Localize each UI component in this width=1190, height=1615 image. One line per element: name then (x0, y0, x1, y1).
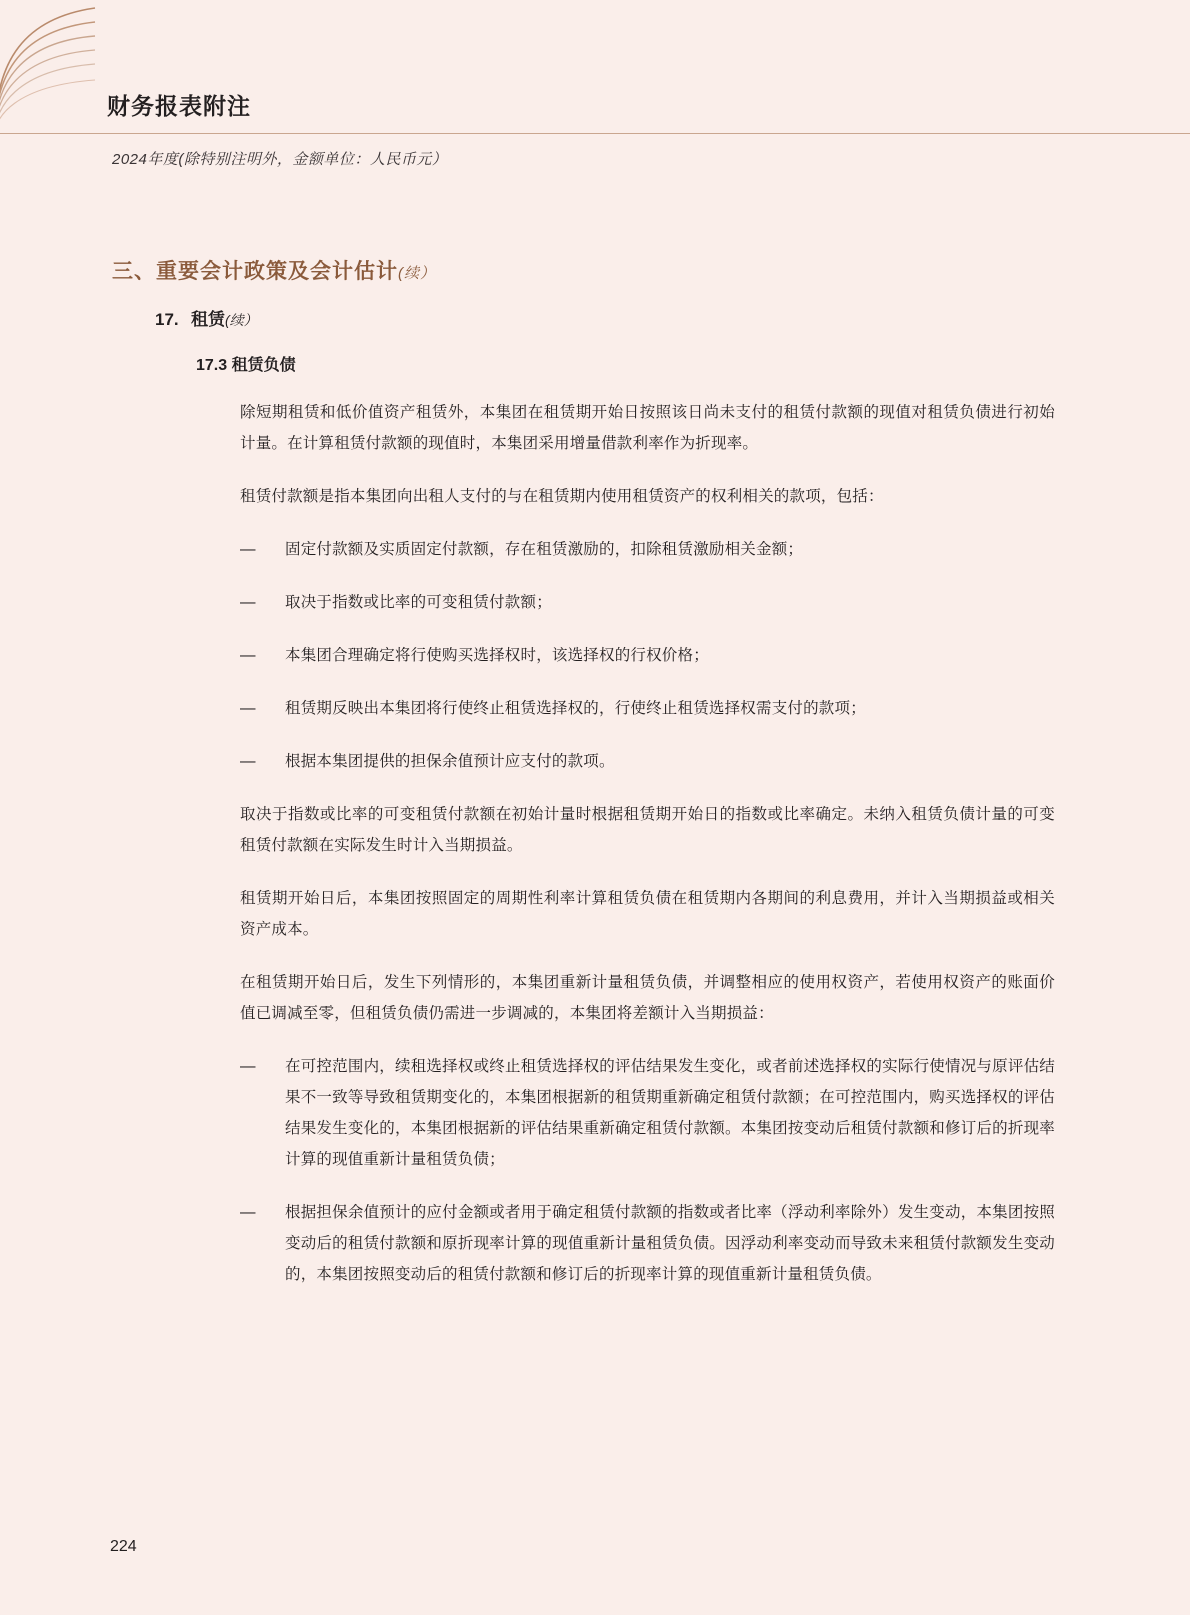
section-heading-continued: (续） (398, 265, 436, 282)
list-item (240, 587, 1055, 618)
subsection-heading: 17.3 租赁负债 (196, 357, 296, 374)
dash-marker: — (240, 700, 256, 717)
dash-marker: — (240, 753, 256, 770)
item-number: 17. (155, 310, 179, 329)
section-heading-text: 三、重要会计政策及会计估计 (112, 260, 398, 283)
document-body (0, 255, 1190, 1312)
item-title: 租赁 (191, 310, 225, 329)
dash-marker: — (240, 647, 256, 664)
list-item (240, 640, 1055, 671)
list-item (240, 746, 1055, 777)
paragraph: 在租赁期开始日后，发生下列情形的，本集团重新计量租赁负债，并调整相应的使用权资产，若使用权资产的账面价值已调减至零，但租赁负债仍需进一步调减的，本集团将差额计入当期损益： (240, 974, 1055, 1022)
list-item (240, 1197, 1055, 1290)
dash-marker: — (240, 1204, 256, 1221)
list-item (240, 1051, 1055, 1175)
page-header (0, 0, 1190, 136)
list-item-text: 租赁期反映出本集团将行使终止租赁选择权的，行使终止租赁选择权需支付的款项； (285, 700, 866, 717)
list-item (240, 693, 1055, 724)
item-heading (155, 305, 1190, 330)
paragraph: 除短期租赁和低价值资产租赁外，本集团在租赁期开始日按照该日尚未支付的租赁付款额的现值对租赁负债进行初始计量。在计算租赁付款额的现值时，本集团采用增量借款利率作为折现率。 (240, 404, 1055, 452)
item-title-continued: (续） (225, 312, 258, 328)
list-item (240, 534, 1055, 565)
page-subtitle: 2024年度(除特别注明外，金额单位：人民币元） (112, 151, 448, 168)
page-title: 财务报表附注 (107, 93, 251, 119)
list-item-text: 取决于指数或比率的可变租赁付款额； (285, 594, 552, 611)
paragraph: 取决于指数或比率的可变租赁付款额在初始计量时根据租赁期开始日的指数或比率确定。未纳入租赁负债计量的可变租赁付款额在实际发生时计入当期损益。 (240, 806, 1055, 854)
list-item-text: 固定付款额及实质固定付款额，存在租赁激励的，扣除租赁激励相关金额； (285, 541, 804, 558)
list-item-text: 根据担保余值预计的应付金额或者用于确定租赁付款额的指数或者比率（浮动利率除外）发生变动，本集团按照变动后的租赁付款额和原折现率计算的现值重新计量租赁负债。因浮动利率变动而导致未来租赁付款额发生变动的，本集团按照变动后的租赁付款额和修订后的折现率计算的现值重新计量租赁负债。 (285, 1204, 1055, 1283)
decorative-swoosh-icon (0, 0, 120, 134)
list-item-text: 本集团合理确定将行使购买选择权时，该选择权的行权价格； (285, 647, 709, 664)
dash-marker: — (240, 541, 256, 558)
section-heading (112, 255, 1190, 285)
list-item-text: 在可控范围内，续租选择权或终止租赁选择权的评估结果发生变化，或者前述选择权的实际行使情况与原评估结果不一致等导致租赁期变化的，本集团根据新的租赁期重新确定租赁付款额；在可控范围内，购买选择权的评估结果发生变化的，本集团根据新的评估结果重新确定租赁付款额。本集团按变动后租赁付款额和修订后的折现率计算的现值重新计量租赁负债； (285, 1058, 1055, 1168)
list-item-text: 根据本集团提供的担保余值预计应支付的款项。 (285, 753, 615, 770)
header-divider (0, 133, 1190, 134)
paragraph: 租赁期开始日后，本集团按照固定的周期性利率计算租赁负债在租赁期内各期间的利息费用，并计入当期损益或相关资产成本。 (240, 890, 1055, 938)
dash-marker: — (240, 594, 256, 611)
page-number: 224 (110, 1538, 137, 1555)
paragraph: 租赁付款额是指本集团向出租人支付的与在租赁期内使用租赁资产的权利相关的款项，包括： (240, 488, 884, 505)
dash-marker: — (240, 1058, 256, 1075)
